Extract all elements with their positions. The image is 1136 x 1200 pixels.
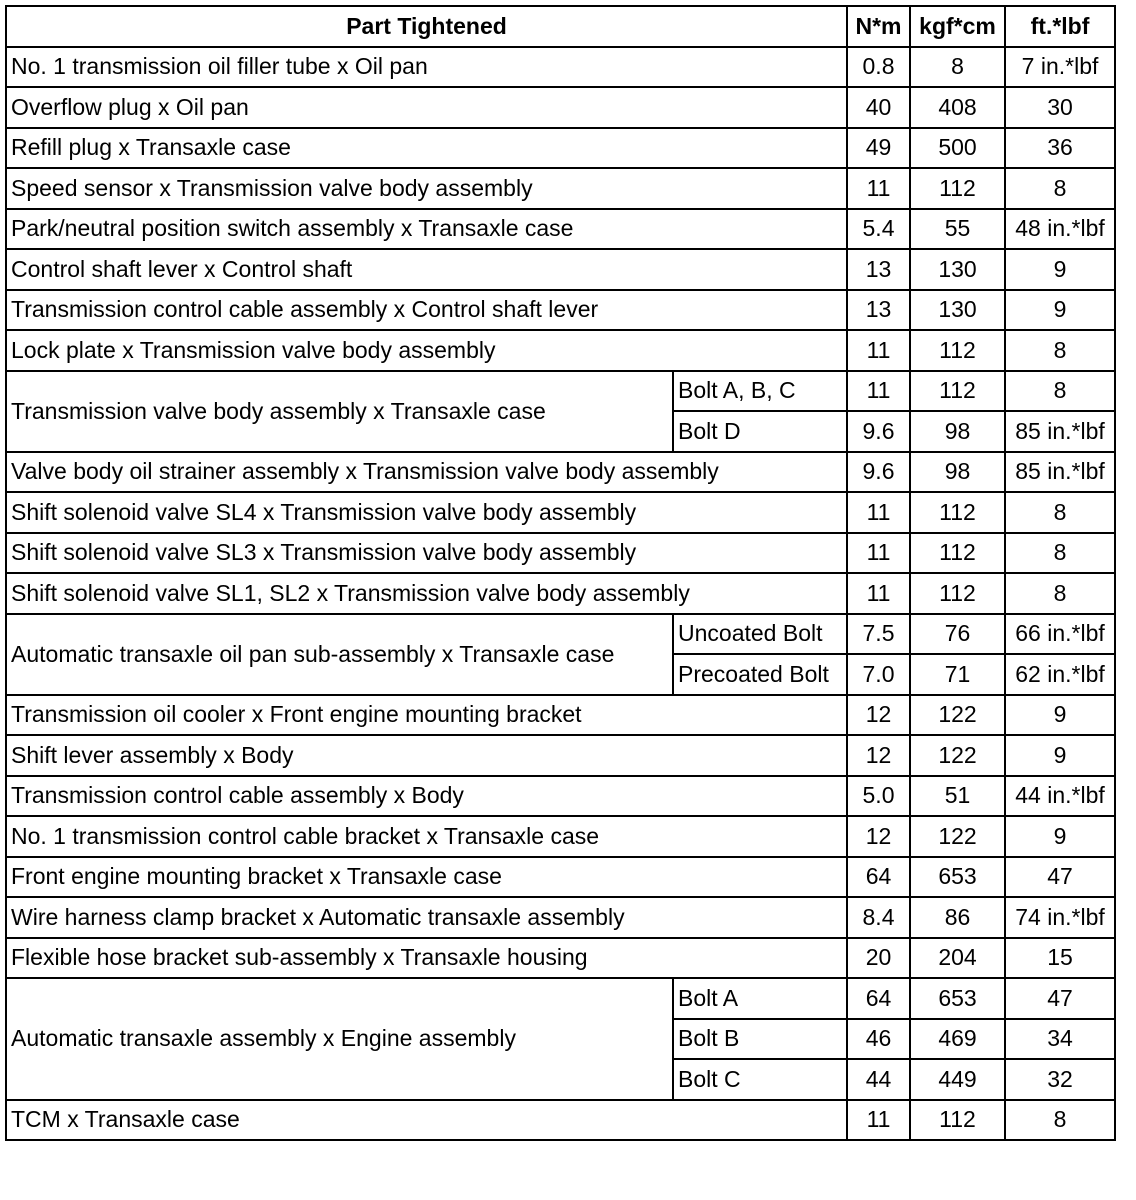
nm-cell: 13 <box>847 249 910 290</box>
ft-lbf-cell: 9 <box>1005 249 1115 290</box>
kgf-cm-cell: 653 <box>910 978 1005 1019</box>
nm-cell: 44 <box>847 1059 910 1100</box>
table-row <box>6 695 1115 736</box>
table-row <box>6 573 1115 614</box>
kgf-cm-cell: 98 <box>910 452 1005 493</box>
part-tightened-cell: Automatic transaxle assembly x Engine assembly <box>6 978 673 1100</box>
nm-cell: 11 <box>847 573 910 614</box>
part-tightened-cell: Lock plate x Transmission valve body assembly <box>6 330 847 371</box>
nm-cell: 5.4 <box>847 209 910 250</box>
nm-cell: 13 <box>847 290 910 331</box>
kgf-cm-cell: 112 <box>910 533 1005 574</box>
part-tightened-cell: Speed sensor x Transmission valve body assembly <box>6 168 847 209</box>
kgf-cm-cell: 8 <box>910 47 1005 88</box>
part-tightened-cell: Automatic transaxle oil pan sub-assembly x Transaxle case <box>6 614 673 695</box>
part-tightened-cell: Refill plug x Transaxle case <box>6 128 847 169</box>
nm-cell: 12 <box>847 735 910 776</box>
nm-cell: 20 <box>847 938 910 979</box>
part-tightened-cell: Shift lever assembly x Body <box>6 735 847 776</box>
kgf-cm-cell: 112 <box>910 371 1005 412</box>
table-row <box>6 87 1115 128</box>
nm-cell: 9.6 <box>847 452 910 493</box>
table-row <box>6 735 1115 776</box>
ft-lbf-cell: 44 in.*lbf <box>1005 776 1115 817</box>
ft-lbf-cell: 74 in.*lbf <box>1005 897 1115 938</box>
kgf-cm-cell: 86 <box>910 897 1005 938</box>
nm-cell: 11 <box>847 168 910 209</box>
part-tightened-cell: Transmission oil cooler x Front engine mounting bracket <box>6 695 847 736</box>
table-row <box>6 857 1115 898</box>
bolt-cell: Bolt D <box>673 411 847 452</box>
table-row <box>6 371 1115 412</box>
ft-lbf-cell: 9 <box>1005 816 1115 857</box>
table-row <box>6 128 1115 169</box>
header-part-tightened: Part Tightened <box>6 6 847 47</box>
part-tightened-cell: Transmission valve body assembly x Transaxle case <box>6 371 673 452</box>
table-row <box>6 492 1115 533</box>
table-row <box>6 1100 1115 1141</box>
part-tightened-cell: Park/neutral position switch assembly x Transaxle case <box>6 209 847 250</box>
table-body <box>6 47 1115 1141</box>
table-row <box>6 938 1115 979</box>
kgf-cm-cell: 122 <box>910 735 1005 776</box>
nm-cell: 7.5 <box>847 614 910 655</box>
nm-cell: 64 <box>847 857 910 898</box>
ft-lbf-cell: 36 <box>1005 128 1115 169</box>
kgf-cm-cell: 55 <box>910 209 1005 250</box>
kgf-cm-cell: 112 <box>910 168 1005 209</box>
part-tightened-cell: Valve body oil strainer assembly x Transmission valve body assembly <box>6 452 847 493</box>
ft-lbf-cell: 85 in.*lbf <box>1005 452 1115 493</box>
part-tightened-cell: Transmission control cable assembly x Control shaft lever <box>6 290 847 331</box>
nm-cell: 7.0 <box>847 654 910 695</box>
ft-lbf-cell: 8 <box>1005 533 1115 574</box>
ft-lbf-cell: 8 <box>1005 573 1115 614</box>
bolt-cell: Bolt B <box>673 1019 847 1060</box>
header-nm: N*m <box>847 6 910 47</box>
nm-cell: 11 <box>847 371 910 412</box>
table-row <box>6 330 1115 371</box>
ft-lbf-cell: 15 <box>1005 938 1115 979</box>
kgf-cm-cell: 653 <box>910 857 1005 898</box>
kgf-cm-cell: 112 <box>910 1100 1005 1141</box>
torque-spec-table <box>5 5 1116 1141</box>
ft-lbf-cell: 30 <box>1005 87 1115 128</box>
nm-cell: 11 <box>847 533 910 574</box>
part-tightened-cell: TCM x Transaxle case <box>6 1100 847 1141</box>
part-tightened-cell: Shift solenoid valve SL1, SL2 x Transmission valve body assembly <box>6 573 847 614</box>
bolt-cell: Bolt C <box>673 1059 847 1100</box>
nm-cell: 11 <box>847 1100 910 1141</box>
nm-cell: 49 <box>847 128 910 169</box>
part-tightened-cell: Shift solenoid valve SL3 x Transmission valve body assembly <box>6 533 847 574</box>
part-tightened-cell: Wire harness clamp bracket x Automatic transaxle assembly <box>6 897 847 938</box>
kgf-cm-cell: 130 <box>910 249 1005 290</box>
nm-cell: 11 <box>847 330 910 371</box>
nm-cell: 12 <box>847 816 910 857</box>
kgf-cm-cell: 130 <box>910 290 1005 331</box>
kgf-cm-cell: 500 <box>910 128 1005 169</box>
nm-cell: 8.4 <box>847 897 910 938</box>
kgf-cm-cell: 98 <box>910 411 1005 452</box>
table-row <box>6 168 1115 209</box>
part-tightened-cell: No. 1 transmission control cable bracket x Transaxle case <box>6 816 847 857</box>
nm-cell: 40 <box>847 87 910 128</box>
nm-cell: 64 <box>847 978 910 1019</box>
nm-cell: 5.0 <box>847 776 910 817</box>
ft-lbf-cell: 62 in.*lbf <box>1005 654 1115 695</box>
bolt-cell: Bolt A, B, C <box>673 371 847 412</box>
kgf-cm-cell: 469 <box>910 1019 1005 1060</box>
ft-lbf-cell: 85 in.*lbf <box>1005 411 1115 452</box>
nm-cell: 0.8 <box>847 47 910 88</box>
table-row <box>6 249 1115 290</box>
ft-lbf-cell: 8 <box>1005 492 1115 533</box>
header-kgf-cm: kgf*cm <box>910 6 1005 47</box>
kgf-cm-cell: 122 <box>910 816 1005 857</box>
table-row <box>6 533 1115 574</box>
kgf-cm-cell: 408 <box>910 87 1005 128</box>
kgf-cm-cell: 71 <box>910 654 1005 695</box>
table-row <box>6 290 1115 331</box>
ft-lbf-cell: 9 <box>1005 695 1115 736</box>
table-row <box>6 897 1115 938</box>
ft-lbf-cell: 47 <box>1005 978 1115 1019</box>
ft-lbf-cell: 8 <box>1005 330 1115 371</box>
part-tightened-cell: Flexible hose bracket sub-assembly x Transaxle housing <box>6 938 847 979</box>
part-tightened-cell: Shift solenoid valve SL4 x Transmission valve body assembly <box>6 492 847 533</box>
bolt-cell: Precoated Bolt <box>673 654 847 695</box>
kgf-cm-cell: 449 <box>910 1059 1005 1100</box>
ft-lbf-cell: 66 in.*lbf <box>1005 614 1115 655</box>
part-tightened-cell: Overflow plug x Oil pan <box>6 87 847 128</box>
table-row <box>6 776 1115 817</box>
table-row <box>6 209 1115 250</box>
kgf-cm-cell: 112 <box>910 492 1005 533</box>
nm-cell: 12 <box>847 695 910 736</box>
header-row <box>6 6 1115 47</box>
table-row <box>6 47 1115 88</box>
header-ft-lbf: ft.*lbf <box>1005 6 1115 47</box>
ft-lbf-cell: 48 in.*lbf <box>1005 209 1115 250</box>
nm-cell: 46 <box>847 1019 910 1060</box>
kgf-cm-cell: 112 <box>910 330 1005 371</box>
ft-lbf-cell: 8 <box>1005 1100 1115 1141</box>
ft-lbf-cell: 9 <box>1005 290 1115 331</box>
ft-lbf-cell: 9 <box>1005 735 1115 776</box>
ft-lbf-cell: 8 <box>1005 168 1115 209</box>
kgf-cm-cell: 51 <box>910 776 1005 817</box>
table-row <box>6 614 1115 655</box>
bolt-cell: Uncoated Bolt <box>673 614 847 655</box>
ft-lbf-cell: 34 <box>1005 1019 1115 1060</box>
part-tightened-cell: No. 1 transmission oil filler tube x Oil pan <box>6 47 847 88</box>
table-row <box>6 978 1115 1019</box>
part-tightened-cell: Front engine mounting bracket x Transaxle case <box>6 857 847 898</box>
ft-lbf-cell: 7 in.*lbf <box>1005 47 1115 88</box>
kgf-cm-cell: 76 <box>910 614 1005 655</box>
ft-lbf-cell: 32 <box>1005 1059 1115 1100</box>
table-row <box>6 816 1115 857</box>
nm-cell: 9.6 <box>847 411 910 452</box>
kgf-cm-cell: 204 <box>910 938 1005 979</box>
ft-lbf-cell: 8 <box>1005 371 1115 412</box>
nm-cell: 11 <box>847 492 910 533</box>
kgf-cm-cell: 112 <box>910 573 1005 614</box>
ft-lbf-cell: 47 <box>1005 857 1115 898</box>
bolt-cell: Bolt A <box>673 978 847 1019</box>
table-row <box>6 452 1115 493</box>
part-tightened-cell: Control shaft lever x Control shaft <box>6 249 847 290</box>
part-tightened-cell: Transmission control cable assembly x Body <box>6 776 847 817</box>
kgf-cm-cell: 122 <box>910 695 1005 736</box>
